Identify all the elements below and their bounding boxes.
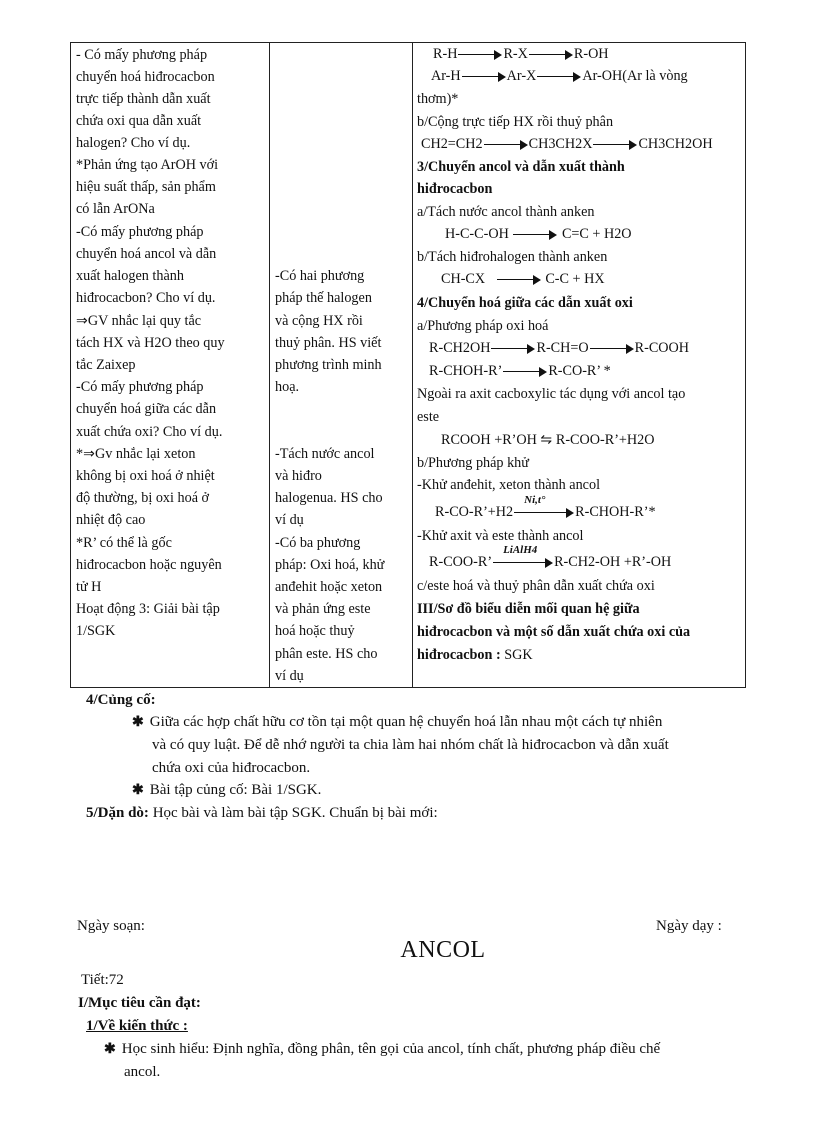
reaction-line: RCOOH +R’OH ⇋ R-COO-R’+H2O <box>441 432 655 448</box>
table-cell-line: không bị oxi hoá ở nhiệt <box>76 468 215 484</box>
table-cell-line: ví dụ <box>275 512 304 528</box>
table-cell-line: và hiđro <box>275 468 322 484</box>
table-cell-line: b/Cộng trực tiếp HX rồi thuỷ phân <box>417 114 614 130</box>
period-number: Tiết:72 <box>81 972 124 988</box>
list-item-text: Giữa các hợp chất hữu cơ tồn tại một quan hệ chuyển hoá lẫn nhau một cách tự nhiên <box>149 714 663 730</box>
table-cell-line: hoá hoặc thuỷ <box>275 623 355 639</box>
table-cell-line: c/este hoá và thuỷ phân dẫn xuất chứa oxi <box>417 578 655 594</box>
formula: R-OH <box>573 46 609 62</box>
homework-text: Học bài và làm bài tập SGK. Chuẩn bị bài mới: <box>148 805 438 821</box>
list-item <box>104 1041 660 1058</box>
reaction-line <box>441 271 605 288</box>
column-divider <box>269 43 270 687</box>
section-heading: 4/Chuyển hoá giữa các dẫn xuất oxi <box>417 295 633 311</box>
formula: C-C + HX <box>545 271 605 287</box>
reaction-line <box>435 493 656 521</box>
formula: CH2=CH2 <box>421 136 483 152</box>
list-item <box>132 714 662 731</box>
table-cell-line: và cộng HX rồi <box>275 313 363 329</box>
reaction-arrow-icon <box>513 230 557 240</box>
reaction-line <box>429 543 672 571</box>
table-cell-line: ⇒GV nhắc lại quy tắc <box>76 313 202 329</box>
section-heading: 3/Chuyển ancol và dẫn xuất thành <box>417 159 625 175</box>
list-item-continuation: ancol. <box>124 1064 161 1080</box>
section-heading: III/Sơ đồ biểu diễn mối quan hệ giữa <box>417 601 640 617</box>
table-cell-line: b/Phương pháp khử <box>417 455 529 471</box>
lesson-title: ANCOL <box>400 937 486 963</box>
reaction-arrow-icon <box>529 50 573 60</box>
reaction-line <box>429 340 689 357</box>
reaction-arrow-icon <box>537 72 581 82</box>
homework-heading: 5/Dặn dò: <box>86 805 149 821</box>
table-cell-line: b/Tách hiđrohalogen thành anken <box>417 249 608 265</box>
table-cell-line: pháp: Oxi hoá, khử <box>275 557 385 573</box>
homework-line <box>86 805 438 822</box>
formula: C=C + H2O <box>561 226 632 242</box>
table-cell-line: tách HX và H2O theo quy <box>76 335 225 351</box>
table-cell-line: Hoạt động 3: Giải bài tập <box>76 601 220 617</box>
table-cell-line: thơm)* <box>417 91 459 107</box>
formula: R-CH=O <box>536 340 589 356</box>
table-cell-line: Ngoài ra axit cacboxylic tác dụng với ancol tạo <box>417 386 686 402</box>
table-cell-line: -Có mấy phương pháp <box>76 379 204 395</box>
table-cell-line: tắc Zaixep <box>76 357 136 373</box>
formula: CH3CH2X <box>528 136 593 152</box>
objectives-heading: I/Mục tiêu cần đạt: <box>78 995 201 1011</box>
table-cell-line: ví dụ <box>275 668 304 684</box>
list-item <box>132 782 321 799</box>
reaction-arrow-icon <box>503 367 547 377</box>
section-heading: hiđrocacbon và một số dẫn xuất chứa oxi của <box>417 624 691 640</box>
formula: R-CH2-OH +R’-OH <box>554 554 672 570</box>
table-cell-line: -Có hai phương <box>275 268 365 284</box>
reaction-arrow-icon <box>590 344 634 354</box>
table-cell-line: -Khử axit và este thành ancol <box>417 528 584 544</box>
consolidation-heading: 4/Củng cố: <box>86 692 156 708</box>
list-item-text: Học sinh hiểu: Định nghĩa, đồng phân, tên gọi của ancol, tính chất, phương pháp điều chế <box>121 1041 661 1057</box>
table-cell-line: xuất halogen thành <box>76 268 184 284</box>
table-cell-line: chứa oxi qua dẫn xuất <box>76 113 202 129</box>
asterisk-bullet-icon: ✱ <box>132 715 144 730</box>
asterisk-bullet-icon: ✱ <box>104 1042 116 1057</box>
formula: R-CH2OH <box>429 340 491 356</box>
reaction-condition: LiAlH4 <box>503 543 538 556</box>
table-cell-line: phân este. HS cho <box>275 646 378 662</box>
reference-text: SGK <box>500 647 533 663</box>
table-cell-line: trực tiếp thành dẫn xuất <box>76 91 211 107</box>
reaction-arrow-icon <box>514 493 574 518</box>
formula: H-C-C-OH <box>445 226 509 242</box>
list-item-text: Bài tập củng cố: Bài 1/SGK. <box>149 782 322 798</box>
table-cell-line: hiệu suất thấp, sản phẩm <box>76 179 216 195</box>
table-cell-line: anđehit hoặc xeton <box>275 579 383 595</box>
list-item-continuation: và có quy luật. Để dễ nhớ người ta chia làm hai nhóm chất là hiđrocacbon và dẫn xuất <box>152 737 669 753</box>
table-cell-line: có lẫn ArONa <box>76 201 155 217</box>
formula: R-X <box>503 46 528 62</box>
formula: R-H <box>433 46 458 62</box>
table-cell-line: hoạ. <box>275 379 300 395</box>
table-cell-line: halogen? Cho ví dụ. <box>76 135 191 151</box>
reaction-arrow-icon <box>491 344 535 354</box>
table-cell-line: - Có mấy phương pháp <box>76 47 208 63</box>
table-cell-line: -Khử anđehit, xeton thành ancol <box>417 477 601 493</box>
section-heading: hiđrocacbon : <box>417 647 501 663</box>
table-cell-line: a/Tách nước ancol thành anken <box>417 204 595 220</box>
table-cell-line: phương trình minh <box>275 357 382 373</box>
section-heading-line <box>417 647 533 664</box>
table-cell-line: este <box>417 409 440 425</box>
table-cell-line: nhiệt độ cao <box>76 512 146 528</box>
formula: R-COO-R’ <box>429 554 493 570</box>
table-cell-line: a/Phương pháp oxi hoá <box>417 318 549 334</box>
table-cell-line: hiđrocacbon hoặc nguyên <box>76 557 222 573</box>
table-cell-line: *Phản ứng tạo ArOH với <box>76 157 219 173</box>
table-cell-line: *⇒Gv nhắc lại xeton <box>76 446 196 462</box>
reaction-line <box>433 46 609 63</box>
table-cell-line: thuỷ phân. HS viết <box>275 335 382 351</box>
reaction-line <box>431 68 688 85</box>
table-cell-line: 1/SGK <box>76 623 116 639</box>
formula: CH3CH2OH <box>638 136 713 152</box>
table-cell-line: độ thường, bị oxi hoá ở <box>76 490 210 506</box>
section-heading: hiđrocacbon <box>417 181 493 197</box>
date-prepared: Ngày soạn: <box>77 918 145 934</box>
reaction-arrow-icon <box>484 140 528 150</box>
reaction-condition: Ni,t° <box>524 493 546 506</box>
reaction-arrow-icon <box>462 72 506 82</box>
table-cell-line: tử H <box>76 579 102 595</box>
reaction-arrow-icon <box>497 275 541 285</box>
table-cell-line: chuyển hoá ancol và dẫn <box>76 246 217 262</box>
asterisk-bullet-icon: ✱ <box>132 783 144 798</box>
formula: R-CHOH-R’ <box>429 363 503 379</box>
formula: Ar-X <box>506 68 537 84</box>
formula: CH-CX <box>441 271 486 287</box>
formula: Ar-H <box>431 68 461 84</box>
table-cell-line: halogenua. HS cho <box>275 490 383 506</box>
reaction-arrow-icon <box>493 543 553 568</box>
formula: R-CO-R’ * <box>548 363 611 379</box>
table-cell-line: *R’ có thể là gốc <box>76 535 172 551</box>
formula: R-CHOH-R’* <box>575 504 656 520</box>
table-cell-line: xuất chứa oxi? Cho ví dụ. <box>76 424 223 440</box>
reaction-line <box>421 136 713 153</box>
table-cell-line: chuyển hoá hiđrocacbon <box>76 69 215 85</box>
reaction-arrow-icon <box>458 50 502 60</box>
table-cell-line: -Có mấy phương pháp <box>76 224 204 240</box>
column-divider <box>412 43 413 687</box>
table-cell-line: chuyển hoá giữa các dẫn <box>76 401 217 417</box>
reaction-line <box>429 363 611 380</box>
table-cell-line: -Có ba phương <box>275 535 361 551</box>
list-item-continuation: chứa oxi của hiđrocacbon. <box>152 760 311 776</box>
reaction-line <box>445 226 632 243</box>
formula: Ar-OH(Ar là vòng <box>582 68 688 84</box>
table-cell-line: hiđrocacbon? Cho ví dụ. <box>76 290 216 306</box>
table-cell-line: -Tách nước ancol <box>275 446 375 462</box>
table-cell-line: và phản ứng este <box>275 601 371 617</box>
formula: R-CO-R’+H2 <box>435 504 514 520</box>
lesson-table <box>70 42 746 688</box>
table-cell-line: pháp thế halogen <box>275 290 372 306</box>
reaction-arrow-icon <box>593 140 637 150</box>
date-taught: Ngày dạy : <box>656 918 722 934</box>
formula: R-COOH <box>634 340 690 356</box>
knowledge-heading: 1/Về kiến thức : <box>86 1018 188 1034</box>
